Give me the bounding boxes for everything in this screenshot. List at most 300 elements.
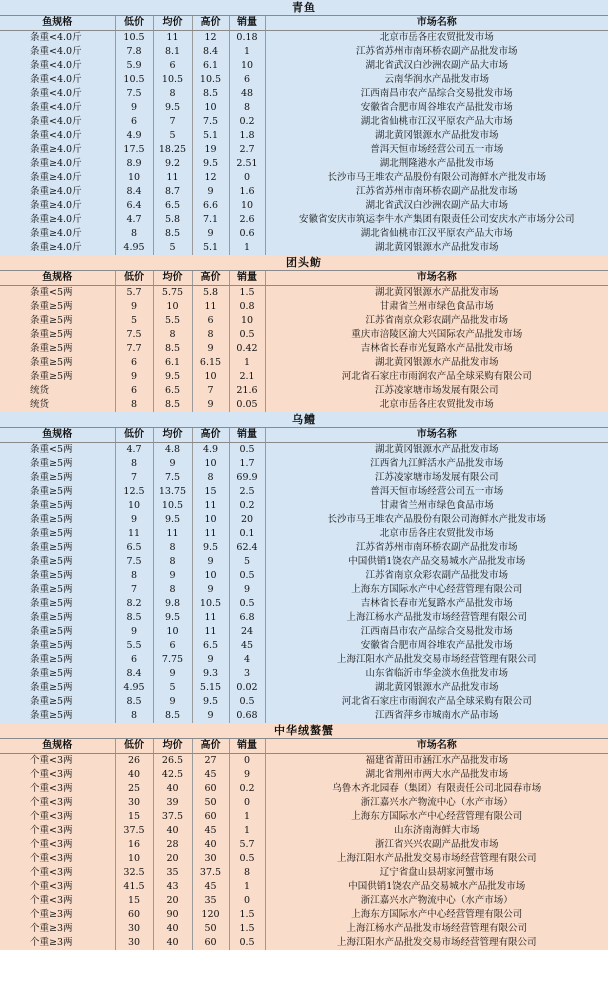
cell-low: 6	[115, 384, 153, 398]
cell-high: 10.5	[192, 597, 229, 611]
cell-spec: 个重<3两	[0, 880, 115, 894]
cell-vol: 0.18	[229, 31, 265, 46]
cell-avg: 18.25	[153, 143, 192, 157]
cell-avg: 8	[153, 328, 192, 342]
table-row	[0, 370, 608, 384]
table-row	[0, 157, 608, 171]
table-row	[0, 328, 608, 342]
cell-low: 7	[115, 583, 153, 597]
cell-avg: 40	[153, 936, 192, 950]
table-row	[0, 866, 608, 880]
cell-low: 9	[115, 370, 153, 384]
cell-market: 上海江阳水产品批发交易市场经营管理有限公司	[336, 654, 537, 665]
cell-low: 5	[115, 314, 153, 328]
cell-low: 16	[115, 838, 153, 852]
cell-avg: 40	[153, 824, 192, 838]
cell-spec: 个重≥3两	[0, 936, 115, 950]
cell-high: 9.5	[192, 541, 229, 555]
cell-vol: 8	[229, 866, 265, 880]
section-2	[0, 412, 608, 723]
cell-spec: 统货	[0, 398, 115, 412]
cell-avg: 9.5	[153, 611, 192, 625]
cell-avg: 6.5	[153, 199, 192, 213]
cell-avg: 9.5	[153, 370, 192, 384]
cell-high: 37.5	[192, 866, 229, 880]
cell-market: 江苏省南京众彩农副产品批发市场	[365, 315, 508, 326]
cell-vol: 0.5	[229, 328, 265, 342]
cell-high: 45	[192, 880, 229, 894]
table-row	[0, 129, 608, 143]
cell-high: 10	[192, 457, 229, 471]
cell-market: 江苏凌家塘市场发展有限公司	[374, 385, 499, 396]
cell-high: 9.5	[192, 695, 229, 709]
cell-vol: 0	[229, 894, 265, 908]
cell-avg: 10.5	[153, 73, 192, 87]
cell-vol: 1.5	[229, 908, 265, 922]
cell-spec: 条重<4.0斤	[0, 59, 115, 73]
cell-vol: 0.42	[229, 342, 265, 356]
table-row	[0, 342, 608, 356]
cell-low: 5.9	[115, 59, 153, 73]
cell-vol: 0	[229, 754, 265, 769]
cell-vol: 1.8	[229, 129, 265, 143]
cell-vol: 2.7	[229, 143, 265, 157]
column-header-avg: 均价	[153, 739, 192, 754]
cell-market: 福建省莆田市涵江水产品批发市场	[365, 755, 508, 766]
cell-spec: 条重≥5两	[0, 625, 115, 639]
cell-avg: 5	[153, 129, 192, 143]
cell-market: 湖北省武汉白沙洲农副产品大市场	[365, 60, 508, 71]
section-title: 青鱼	[0, 0, 608, 16]
table-row	[0, 185, 608, 199]
cell-market: 吉林省长春市光复路水产品批发市场	[360, 598, 513, 609]
cell-vol: 0.5	[229, 695, 265, 709]
table-row	[0, 709, 608, 723]
cell-low: 8.2	[115, 597, 153, 611]
section-title: 乌鳢	[0, 412, 608, 428]
cell-spec: 条重≥5两	[0, 457, 115, 471]
cell-high: 10	[192, 513, 229, 527]
cell-vol: 1	[229, 241, 265, 255]
table-row	[0, 443, 608, 458]
cell-avg: 4.8	[153, 443, 192, 458]
cell-low: 15	[115, 894, 153, 908]
cell-vol: 9	[229, 768, 265, 782]
cell-avg: 40	[153, 782, 192, 796]
column-header-spec: 鱼规格	[0, 428, 115, 443]
cell-spec: 条重≥5两	[0, 499, 115, 513]
cell-high: 8	[192, 328, 229, 342]
cell-vol: 0	[229, 171, 265, 185]
cell-low: 8.9	[115, 157, 153, 171]
cell-low: 6.5	[115, 541, 153, 555]
cell-vol: 6.8	[229, 611, 265, 625]
cell-vol: 48	[229, 87, 265, 101]
table-row	[0, 894, 608, 908]
cell-low: 6.4	[115, 199, 153, 213]
cell-high: 15	[192, 485, 229, 499]
cell-high: 6.6	[192, 199, 229, 213]
cell-market: 江西省九江鲜活水产品批发市场	[370, 458, 504, 469]
cell-market: 江西南昌市农产品综合交易批发市场	[360, 626, 513, 637]
cell-high: 5.1	[192, 129, 229, 143]
table-row	[0, 824, 608, 838]
cell-market: 湖北省荆州市两大水产品批发市场	[365, 769, 508, 780]
column-header-market: 市场名称	[265, 739, 608, 754]
cell-spec: 条重≥5两	[0, 611, 115, 625]
cell-market: 湖北省仙桃市江汉平原农产品大市场	[360, 228, 513, 239]
cell-vol: 1.5	[229, 922, 265, 936]
cell-avg: 8	[153, 583, 192, 597]
column-header-spec: 鱼规格	[0, 739, 115, 754]
table-row	[0, 101, 608, 115]
cell-high: 30	[192, 852, 229, 866]
cell-market: 上海江阳水产品批发交易市场经营管理有限公司	[336, 937, 537, 948]
cell-avg: 5.8	[153, 213, 192, 227]
table-row	[0, 611, 608, 625]
column-header-high: 高价	[192, 428, 229, 443]
table-row	[0, 300, 608, 314]
cell-high: 10	[192, 101, 229, 115]
column-header-spec: 鱼规格	[0, 16, 115, 31]
cell-avg: 35	[153, 866, 192, 880]
cell-vol: 3	[229, 667, 265, 681]
cell-avg: 13.75	[153, 485, 192, 499]
cell-spec: 个重<3两	[0, 824, 115, 838]
cell-market: 湖北黄冈银源水产品批发市场	[374, 287, 499, 298]
cell-avg: 8.5	[153, 398, 192, 412]
table-row	[0, 115, 608, 129]
cell-avg: 5.75	[153, 286, 192, 301]
table-row	[0, 73, 608, 87]
cell-high: 5.1	[192, 241, 229, 255]
table-row	[0, 782, 608, 796]
cell-vol: 20	[229, 513, 265, 527]
cell-low: 9	[115, 300, 153, 314]
column-header-vol: 销量	[229, 271, 265, 286]
cell-vol: 2.1	[229, 370, 265, 384]
table-row	[0, 880, 608, 894]
cell-avg: 6	[153, 59, 192, 73]
header-row	[0, 739, 608, 754]
cell-low: 8.5	[115, 611, 153, 625]
cell-vol: 1	[229, 824, 265, 838]
cell-high: 9	[192, 583, 229, 597]
cell-spec: 条重≥5两	[0, 342, 115, 356]
cell-low: 6	[115, 115, 153, 129]
cell-vol: 0.5	[229, 852, 265, 866]
cell-vol: 0.2	[229, 782, 265, 796]
cell-spec: 条重≥4.0斤	[0, 227, 115, 241]
table-row	[0, 667, 608, 681]
cell-avg: 28	[153, 838, 192, 852]
cell-vol: 0.8	[229, 300, 265, 314]
cell-high: 9	[192, 653, 229, 667]
column-header-high: 高价	[192, 739, 229, 754]
column-header-market: 市场名称	[265, 428, 608, 443]
cell-market: 长沙市马王堆农产品股份有限公司海鲜水产批发市场	[327, 172, 546, 183]
cell-high: 19	[192, 143, 229, 157]
cell-spec: 统货	[0, 384, 115, 398]
cell-high: 10	[192, 569, 229, 583]
cell-low: 26	[115, 754, 153, 769]
table-row	[0, 31, 608, 46]
cell-market: 浙江省兴兴农副产品批发市场	[374, 839, 499, 850]
table-row	[0, 471, 608, 485]
cell-market: 安徽省合肥市周谷堆农产品批发市场	[360, 640, 513, 651]
cell-avg: 11	[153, 171, 192, 185]
cell-spec: 条重≥4.0斤	[0, 213, 115, 227]
cell-spec: 条重≥5两	[0, 485, 115, 499]
cell-vol: 0.2	[229, 499, 265, 513]
cell-market: 北京市岳各庄农贸批发市场	[379, 32, 494, 43]
table-row	[0, 569, 608, 583]
cell-spec: 个重<3两	[0, 866, 115, 880]
cell-market: 中国供销1饶农产品交易城水产品批发市场	[348, 881, 526, 892]
table-row	[0, 384, 608, 398]
cell-market: 长沙市马王堆农产品股份有限公司海鲜水产批发市场	[327, 514, 546, 525]
table-row	[0, 754, 608, 769]
cell-spec: 条重<4.0斤	[0, 73, 115, 87]
cell-low: 12.5	[115, 485, 153, 499]
cell-high: 50	[192, 796, 229, 810]
table-row	[0, 213, 608, 227]
column-header-avg: 均价	[153, 16, 192, 31]
cell-high: 9	[192, 709, 229, 723]
cell-high: 6.1	[192, 59, 229, 73]
cell-spec: 条重<4.0斤	[0, 101, 115, 115]
cell-market: 湖北省武汉白沙洲农副产品大市场	[365, 200, 508, 211]
cell-avg: 8	[153, 555, 192, 569]
cell-avg: 9.2	[153, 157, 192, 171]
cell-avg: 9.5	[153, 513, 192, 527]
cell-spec: 条重≥5两	[0, 555, 115, 569]
cell-spec: 条重<4.0斤	[0, 31, 115, 46]
cell-spec: 条重≥5两	[0, 300, 115, 314]
cell-high: 7	[192, 384, 229, 398]
cell-spec: 条重≥5两	[0, 569, 115, 583]
cell-low: 5.7	[115, 286, 153, 301]
cell-high: 9	[192, 398, 229, 412]
cell-high: 60	[192, 810, 229, 824]
table-row	[0, 625, 608, 639]
cell-spec: 条重≥5两	[0, 709, 115, 723]
cell-high: 5.15	[192, 681, 229, 695]
cell-high: 11	[192, 611, 229, 625]
table-row	[0, 398, 608, 412]
cell-avg: 10	[153, 625, 192, 639]
cell-avg: 11	[153, 31, 192, 46]
column-header-avg: 均价	[153, 428, 192, 443]
cell-low: 6	[115, 356, 153, 370]
table-row	[0, 936, 608, 950]
cell-spec: 条重≥5两	[0, 356, 115, 370]
cell-market: 湖北省仙桃市江汉平原农产品大市场	[360, 116, 513, 127]
cell-avg: 10.5	[153, 499, 192, 513]
cell-spec: 条重≥5两	[0, 513, 115, 527]
cell-high: 8.4	[192, 45, 229, 59]
cell-vol: 1	[229, 356, 265, 370]
cell-market: 江苏省南京众彩农副产品批发市场	[365, 570, 508, 581]
cell-high: 120	[192, 908, 229, 922]
cell-market: 江苏省苏州市南环桥农副产品批发市场	[355, 186, 518, 197]
cell-vol: 2.6	[229, 213, 265, 227]
cell-market: 上海东方国际水产中心经营管理有限公司	[351, 909, 523, 920]
cell-vol: 0.5	[229, 443, 265, 458]
column-header-low: 低价	[115, 271, 153, 286]
cell-high: 6	[192, 314, 229, 328]
table-row	[0, 768, 608, 782]
cell-low: 37.5	[115, 824, 153, 838]
cell-low: 8	[115, 227, 153, 241]
cell-avg: 40	[153, 922, 192, 936]
cell-market: 中国供销1饶农产品交易城水产品批发市场	[348, 556, 526, 567]
cell-spec: 条重≥4.0斤	[0, 157, 115, 171]
column-header-spec: 鱼规格	[0, 271, 115, 286]
table-row	[0, 527, 608, 541]
cell-low: 10	[115, 171, 153, 185]
column-header-low: 低价	[115, 739, 153, 754]
cell-low: 25	[115, 782, 153, 796]
cell-vol: 10	[229, 314, 265, 328]
cell-low: 7.5	[115, 87, 153, 101]
header-row	[0, 16, 608, 31]
cell-high: 10.5	[192, 73, 229, 87]
cell-spec: 条重≥5两	[0, 370, 115, 384]
cell-high: 9.5	[192, 157, 229, 171]
cell-low: 10.5	[115, 31, 153, 46]
cell-avg: 8.5	[153, 342, 192, 356]
cell-vol: 1	[229, 810, 265, 824]
cell-market: 辽宁省盘山县胡家河蟹市场	[379, 867, 494, 878]
cell-avg: 9	[153, 569, 192, 583]
cell-spec: 条重≥5两	[0, 695, 115, 709]
cell-spec: 条重≥5两	[0, 653, 115, 667]
cell-high: 9.3	[192, 667, 229, 681]
cell-vol: 5.7	[229, 838, 265, 852]
table-row	[0, 695, 608, 709]
cell-spec: 条重≥5两	[0, 639, 115, 653]
cell-market: 江苏省苏州市南环桥农副产品批发市场	[355, 46, 518, 57]
cell-avg: 20	[153, 852, 192, 866]
cell-avg: 8.1	[153, 45, 192, 59]
cell-low: 4.95	[115, 241, 153, 255]
table-row	[0, 314, 608, 328]
cell-spec: 条重≥5两	[0, 314, 115, 328]
cell-avg: 5	[153, 681, 192, 695]
cell-market: 浙江嘉兴水产物流中心（水产市场）	[360, 797, 513, 808]
cell-spec: 条重≥5两	[0, 583, 115, 597]
cell-low: 7.5	[115, 555, 153, 569]
cell-market: 江苏省苏州市南环桥农副产品批发市场	[355, 542, 518, 553]
cell-market: 上海江阳水产品批发交易市场经营管理有限公司	[336, 853, 537, 864]
table-row	[0, 356, 608, 370]
cell-avg: 6	[153, 639, 192, 653]
column-header-high: 高价	[192, 271, 229, 286]
cell-avg: 9	[153, 695, 192, 709]
cell-spec: 条重≥5两	[0, 541, 115, 555]
cell-market: 河北省石家庄市雨润农产品全球采购有限公司	[341, 371, 532, 382]
cell-spec: 条重≥5两	[0, 328, 115, 342]
column-header-market: 市场名称	[265, 271, 608, 286]
cell-market: 上海江杨水产品批发市场经营管理有限公司	[346, 612, 527, 623]
cell-low: 9	[115, 101, 153, 115]
cell-market: 甘肃省兰州市绿色食品市场	[379, 500, 494, 511]
cell-spec: 条重≥5两	[0, 471, 115, 485]
cell-vol: 45	[229, 639, 265, 653]
cell-low: 10	[115, 499, 153, 513]
cell-low: 30	[115, 796, 153, 810]
cell-vol: 62.4	[229, 541, 265, 555]
table-row	[0, 639, 608, 653]
cell-avg: 20	[153, 894, 192, 908]
cell-avg: 37.5	[153, 810, 192, 824]
cell-market: 乌鲁木齐北园春（集团）有限责任公司北园春市场	[332, 783, 542, 794]
table-row	[0, 908, 608, 922]
cell-spec: 条重<4.0斤	[0, 129, 115, 143]
cell-high: 9	[192, 185, 229, 199]
cell-avg: 8.7	[153, 185, 192, 199]
cell-market: 北京市岳各庄农贸批发市场	[379, 399, 494, 410]
cell-market: 江西省萍乡市城南水产品市场	[374, 710, 499, 721]
table-row	[0, 852, 608, 866]
cell-avg: 6.5	[153, 384, 192, 398]
cell-low: 10.5	[115, 73, 153, 87]
column-header-low: 低价	[115, 16, 153, 31]
header-row	[0, 271, 608, 286]
cell-vol: 4	[229, 653, 265, 667]
table-row	[0, 485, 608, 499]
cell-low: 8.5	[115, 695, 153, 709]
cell-avg: 7.5	[153, 471, 192, 485]
column-header-vol: 销量	[229, 739, 265, 754]
table-row	[0, 838, 608, 852]
cell-avg: 26.5	[153, 754, 192, 769]
cell-high: 12	[192, 31, 229, 46]
cell-high: 5.8	[192, 286, 229, 301]
cell-high: 10	[192, 370, 229, 384]
cell-avg: 43	[153, 880, 192, 894]
cell-spec: 条重≥4.0斤	[0, 199, 115, 213]
cell-vol: 0.2	[229, 115, 265, 129]
cell-market: 重庆市涪陵区渝大兴国际农产品批发市场	[351, 329, 523, 340]
cell-low: 5.5	[115, 639, 153, 653]
cell-spec: 条重<4.0斤	[0, 115, 115, 129]
section-title: 中华绒螯蟹	[0, 723, 608, 739]
cell-spec: 条重≥4.0斤	[0, 171, 115, 185]
cell-vol: 0.5	[229, 936, 265, 950]
cell-spec: 个重≥3两	[0, 922, 115, 936]
cell-vol: 0.05	[229, 398, 265, 412]
cell-market: 河北省石家庄市雨润农产品全球采购有限公司	[341, 696, 532, 707]
cell-vol: 1.7	[229, 457, 265, 471]
cell-high: 11	[192, 300, 229, 314]
cell-low: 8	[115, 569, 153, 583]
cell-high: 60	[192, 936, 229, 950]
cell-spec: 个重<3两	[0, 796, 115, 810]
table-row	[0, 653, 608, 667]
cell-low: 4.95	[115, 681, 153, 695]
cell-low: 41.5	[115, 880, 153, 894]
column-header-vol: 销量	[229, 428, 265, 443]
cell-high: 45	[192, 824, 229, 838]
cell-vol: 8	[229, 101, 265, 115]
cell-vol: 10	[229, 199, 265, 213]
cell-low: 17.5	[115, 143, 153, 157]
cell-avg: 10	[153, 300, 192, 314]
cell-spec: 条重≥4.0斤	[0, 185, 115, 199]
cell-high: 8.5	[192, 87, 229, 101]
